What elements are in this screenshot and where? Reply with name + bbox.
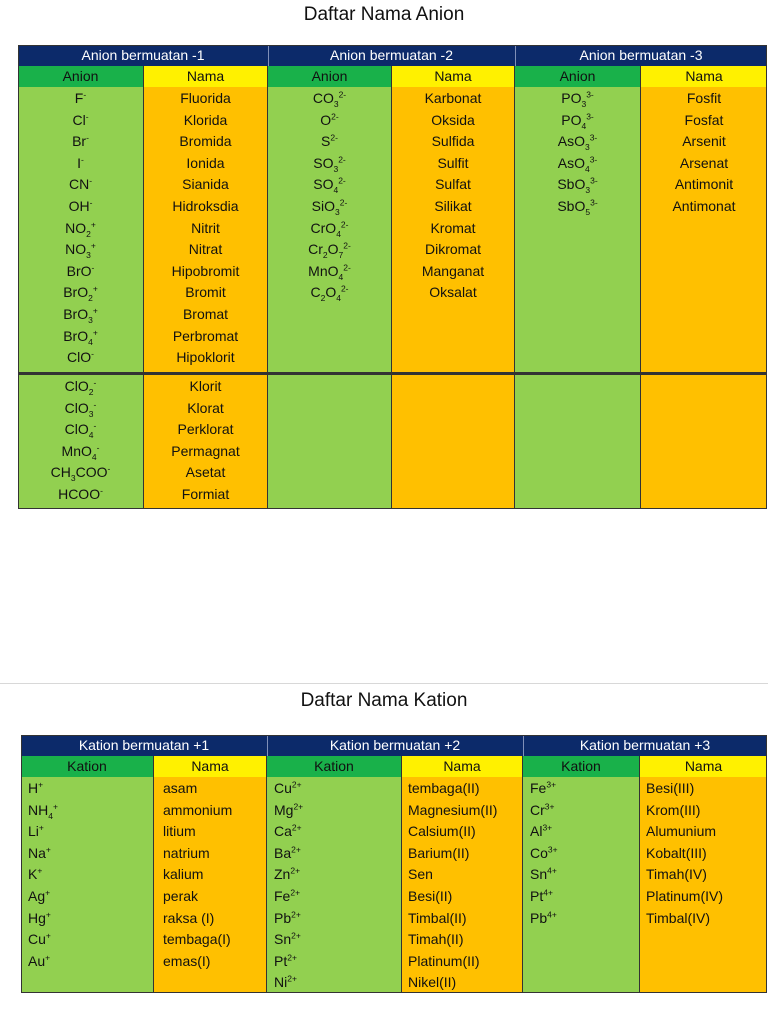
kation-name: Sen <box>408 866 433 883</box>
anion-col-header-minus1: Anion <box>18 66 144 87</box>
anion-formula: ClO- <box>67 348 94 366</box>
kation-col-header-plus3: Kation <box>523 756 640 777</box>
anion-formula: $SO_4^{2-}$ <box>313 175 346 196</box>
anion-name: Sulfat <box>435 176 471 193</box>
anion-name: Bromat <box>182 306 229 322</box>
anion-formula: $O^{2-}$ <box>320 110 339 128</box>
kation-formula: $Al^{3+}$ <box>530 822 553 840</box>
kation-formula: $Sn^{2+}$ <box>274 930 301 948</box>
kation-name: Krom(III) <box>646 801 701 818</box>
anion-formula: $Cr_2O_7^{2-}$ <box>308 240 351 260</box>
anion-formula: HCOO- <box>58 485 103 502</box>
anion-name: Ionida <box>186 154 225 171</box>
anion-minus3-formula-column <box>515 87 641 373</box>
kation-group-header-row <box>21 735 767 756</box>
section-separator <box>0 683 768 684</box>
kation-formula: $Mg^{2+}$ <box>274 800 304 818</box>
kation-group-header-plus1: Kation bermuatan +1 <box>78 737 210 753</box>
anion-formula: Cl- <box>72 110 89 128</box>
kation-name: ammonium <box>163 801 233 818</box>
kation-name: raksa (I) <box>163 909 215 926</box>
anion-minus3-formula-column-empty <box>515 375 641 509</box>
anion-group-header-minus3: Anion bermuatan -3 <box>579 47 703 63</box>
anion-formula: $NO_2^+$ <box>65 218 96 239</box>
anion-col-header-minus2: Anion <box>268 66 392 87</box>
anion-minus1-formula-column <box>18 87 144 373</box>
anion-formula: ClO$_3$- <box>64 398 97 419</box>
anion-name: Klorida <box>183 111 228 128</box>
anion-group-header-minus1: Anion bermuatan -1 <box>81 47 205 63</box>
anion-name: Nitrat <box>188 241 223 258</box>
kation-name: Timah(IV) <box>646 866 707 883</box>
anion-formula: MnO$_4$- <box>61 442 100 462</box>
anion-name: Manganat <box>421 262 485 279</box>
anion-minus1-name-column-continued <box>144 375 268 509</box>
anion-name: Oksalat <box>429 284 477 301</box>
anion-page-title: Daftar Nama Anion <box>303 4 465 25</box>
anion-name: Asetat <box>185 464 226 481</box>
anion-name: Hipobromit <box>171 262 240 279</box>
kation-plus3-name-column <box>640 777 767 993</box>
kation-formula: $Pb^{4+}$ <box>530 908 557 926</box>
anion-formula: BrO$_3$+ <box>63 305 98 325</box>
kation-plus1-formula-column <box>21 777 154 993</box>
kation-name: Platinum(IV) <box>646 888 724 904</box>
anion-formula: $CO_3^{2-}$ <box>312 89 347 109</box>
name-col-header-minus1: Nama <box>144 66 268 87</box>
anion-name: Fosfat <box>684 111 724 128</box>
anion-name: Antimonit <box>674 176 734 193</box>
kation-formula: $Co^{3+}$ <box>530 844 558 861</box>
kation-formula: $Sn^{4+}$ <box>530 865 557 883</box>
kation-name: tembaga(I) <box>163 931 231 948</box>
kation-formula: $Ba^{2+}$ <box>274 844 301 861</box>
anion-formula: $PO_4^{3-}$ <box>561 110 594 131</box>
anion-formula: F- <box>74 89 87 106</box>
anion-name: Permagnat <box>171 442 240 459</box>
anion-formula: CN- <box>68 175 93 193</box>
kation-name: Besi(II) <box>408 888 453 904</box>
kation-formula: $Zn^{2+}$ <box>274 865 301 883</box>
anion-name: Bromida <box>179 133 232 150</box>
anion-name: Sianida <box>182 176 229 193</box>
anion-name: Oksida <box>431 111 475 128</box>
kation-formula: $Pb^{2+}$ <box>274 908 301 926</box>
anion-name: Sulfit <box>437 154 469 171</box>
kation-name: natrium <box>163 844 210 861</box>
anion-name: Klorat <box>187 399 224 416</box>
anion-minus2-name-column-empty <box>392 375 515 509</box>
kation-name: Barium(II) <box>408 844 470 861</box>
kation-plus3-formula-column <box>523 777 640 993</box>
kation-formula: Hg+ <box>28 908 51 926</box>
anion-formula: BrO- <box>66 262 95 279</box>
kation-name: Calsium(II) <box>408 823 476 840</box>
anion-name: Silikat <box>434 198 472 214</box>
anion-formula: MnO$_4^{2-}$ <box>308 262 351 282</box>
anion-formula: BrO$_4$+ <box>63 326 98 347</box>
kation-col-header-plus1: Kation <box>21 756 154 777</box>
name-col-header-plus2: Nama <box>402 756 523 777</box>
anion-formula: SiO$_3^{2-}$ <box>311 197 348 217</box>
name-col-header-plus3: Nama <box>640 756 767 777</box>
anion-table <box>18 45 767 509</box>
kation-group-header-plus3: Kation bermuatan +3 <box>579 737 711 753</box>
kation-name: Alumunium <box>646 823 717 840</box>
anion-minus1-formula-column-continued <box>18 375 144 509</box>
anion-formula: OH- <box>68 197 93 214</box>
kation-formula: Ag+ <box>28 887 51 904</box>
anion-name: Kromat <box>430 219 476 236</box>
anion-minus2-formula-column-empty <box>268 375 392 509</box>
kation-name: Platinum(II) <box>408 952 480 969</box>
anion-name: Hidroksdia <box>172 198 239 214</box>
anion-name: Fosfit <box>686 90 722 106</box>
name-col-header-plus1: Nama <box>154 756 267 777</box>
kation-column-header-row <box>21 756 767 777</box>
anion-formula: $PO_3^{3-}$ <box>561 89 594 109</box>
kation-formula: $Ni^{2+}$ <box>274 973 297 991</box>
anion-formula: $CH_3COO^-$ <box>50 463 111 484</box>
kation-group-header-plus2: Kation bermuatan +2 <box>329 737 461 753</box>
anion-formula: AsO$_3^{3-}$ <box>557 132 598 152</box>
anion-minus3-name-column <box>641 87 767 373</box>
kation-name: Nikel(II) <box>408 974 457 991</box>
kation-name: Timah(II) <box>408 931 464 948</box>
anion-name: Arsenit <box>682 133 726 150</box>
kation-table <box>21 735 767 993</box>
kation-name: asam <box>163 780 198 796</box>
kation-name: emas(I) <box>163 952 211 969</box>
anion-formula: $NO_3^+$ <box>65 240 96 260</box>
anion-col-header-minus3: Anion <box>515 66 641 87</box>
kation-name: Kobalt(III) <box>646 844 707 861</box>
kation-formula: $NH_4^+$ <box>28 800 58 821</box>
kation-name: perak <box>163 888 199 904</box>
kation-name: kalium <box>163 866 204 883</box>
name-col-header-minus2: Nama <box>392 66 515 87</box>
anion-column-header-row <box>18 66 767 87</box>
kation-formula: $Ca^{2+}$ <box>274 822 302 840</box>
kation-plus1-name-column <box>154 777 267 993</box>
anion-formula: SbO$_5^{3-}$ <box>557 197 598 217</box>
anion-name: Dikromat <box>424 241 481 258</box>
kation-formula: $Pt^{4+}$ <box>530 887 553 904</box>
anion-formula: CrO$_4^{2-}$ <box>310 218 349 239</box>
anion-formula: $SO_3^{2-}$ <box>313 154 346 174</box>
anion-name: Arsenat <box>679 154 729 171</box>
kation-name: litium <box>163 823 196 840</box>
anion-name: Nitrit <box>191 219 220 236</box>
anion-name: Bromit <box>185 284 226 301</box>
anion-formula: AsO$_4^{3-}$ <box>557 154 598 174</box>
kation-name: Besi(III) <box>646 780 695 796</box>
anion-minus1-name-column <box>144 87 268 373</box>
kation-name: Timbal(IV) <box>646 909 711 926</box>
anion-formula: $C_2O_4^{2-}$ <box>310 283 349 304</box>
anion-group-header-row <box>18 45 767 66</box>
kation-formula: $Fe^{3+}$ <box>530 779 557 796</box>
anion-name: Formiat <box>181 486 230 502</box>
anion-formula: Br- <box>72 132 89 150</box>
kation-name: Magnesium(II) <box>408 801 498 818</box>
anion-formula: ClO$_4$- <box>64 420 97 440</box>
anion-name: Perbromat <box>172 327 239 344</box>
kation-formula: Au+ <box>28 952 51 969</box>
kation-col-header-plus2: Kation <box>267 756 402 777</box>
anion-formula: ClO$_2$- <box>64 377 97 397</box>
kation-formula: Cu+ <box>28 930 51 948</box>
kation-plus2-name-column <box>402 777 523 993</box>
anion-name: Hipoklorit <box>176 349 235 366</box>
anion-name: Klorit <box>189 378 222 394</box>
kation-formula: Na+ <box>28 844 51 861</box>
kation-formula: K+ <box>28 865 43 883</box>
anion-minus3-name-column-empty <box>641 375 767 509</box>
anion-name: Antimonat <box>672 198 736 214</box>
kation-formula: H+ <box>28 779 44 796</box>
anion-minus2-formula-column <box>268 87 392 373</box>
anion-formula: I- <box>77 154 84 171</box>
kation-formula: $Cr^{3+}$ <box>530 800 555 818</box>
anion-group-header-minus2: Anion bermuatan -2 <box>330 47 453 63</box>
kation-plus2-formula-column <box>267 777 402 993</box>
kation-name: Timbal(II) <box>408 909 467 926</box>
kation-formula: $Pt^{2+}$ <box>274 952 297 969</box>
anion-formula: BrO$_2$+ <box>63 283 98 304</box>
anion-name: Karbonat <box>424 90 482 106</box>
kation-formula: Li+ <box>28 822 44 840</box>
kation-formula: $Fe^{2+}$ <box>274 887 301 904</box>
anion-formula: SbO$_3^{3-}$ <box>557 175 598 196</box>
name-col-header-minus3: Nama <box>641 66 767 87</box>
kation-name: tembaga(II) <box>408 780 480 796</box>
kation-formula: $Cu^{2+}$ <box>274 779 302 796</box>
anion-minus2-name-column <box>392 87 515 373</box>
anion-formula: $S^{2-}$ <box>321 132 338 150</box>
anion-name: Sulfida <box>431 133 475 150</box>
anion-name: Perklorat <box>177 421 234 438</box>
kation-page-title: Daftar Nama Kation <box>300 690 468 711</box>
anion-name: Fluorida <box>180 90 231 106</box>
